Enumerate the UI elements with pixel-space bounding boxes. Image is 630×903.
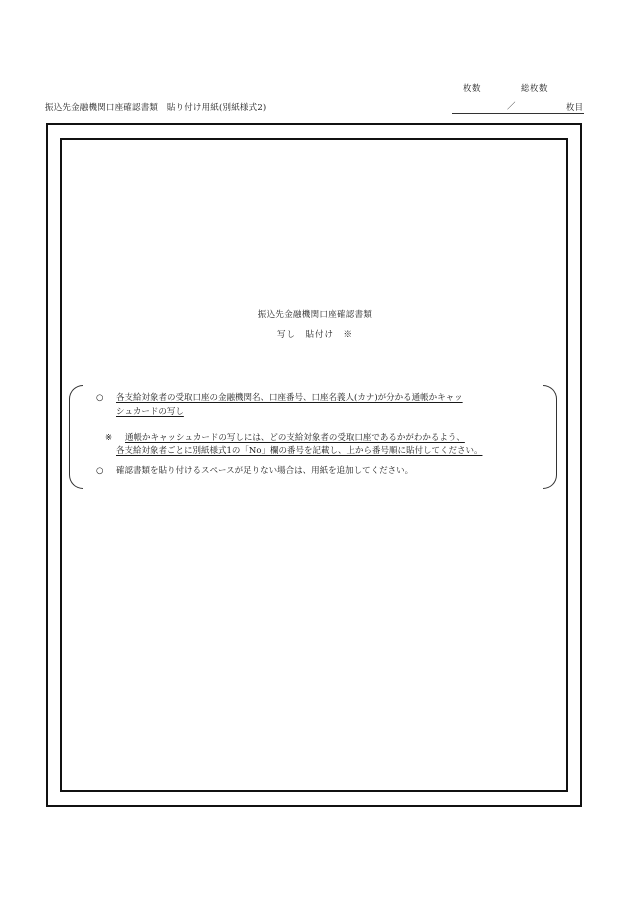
note-text-line2: 各支給対象者ごとに別紙様式1の「No」欄の番号を記載し、上から番号順に貼付してください。	[116, 446, 483, 456]
note-text-line1	[125, 432, 465, 444]
paste-area-subtitle: 写し 貼付け ※	[276, 330, 353, 340]
document-title: 振込先金融機関口座確認書類 貼り付け用紙(別紙様式2)	[45, 103, 267, 113]
item1-text-line1: 各支給対象者の受取口座の金融機関名、口座番号、口座名義人(カナ)が分かる通帳かキャッ	[116, 393, 463, 403]
page-count-unit: 枚目	[565, 103, 583, 113]
item1-bullet: ○	[96, 393, 104, 403]
item1-text-line2: シュカードの写し	[116, 407, 184, 417]
total-count-label: 総枚数	[521, 84, 549, 94]
note-mark: ※	[105, 433, 113, 443]
item2-bullet: ○	[96, 466, 104, 476]
note-text-line1-content: 通帳かキャッシュカードの写しには、どの支給対象者の受取口座であるかがわかるよう、	[125, 433, 465, 443]
note-bracket-right	[543, 385, 557, 489]
paste-area-title: 振込先金融機関口座確認書類	[257, 310, 373, 320]
item2-text-line1: 確認書類を貼り付けるスペースが足りない場合は、用紙を追加してください。	[116, 466, 414, 476]
page-count-field[interactable]	[452, 101, 584, 114]
sheet-count-label: 枚数	[463, 84, 482, 94]
note-bracket-left	[69, 385, 83, 489]
page-count-slash: ／	[507, 102, 516, 112]
